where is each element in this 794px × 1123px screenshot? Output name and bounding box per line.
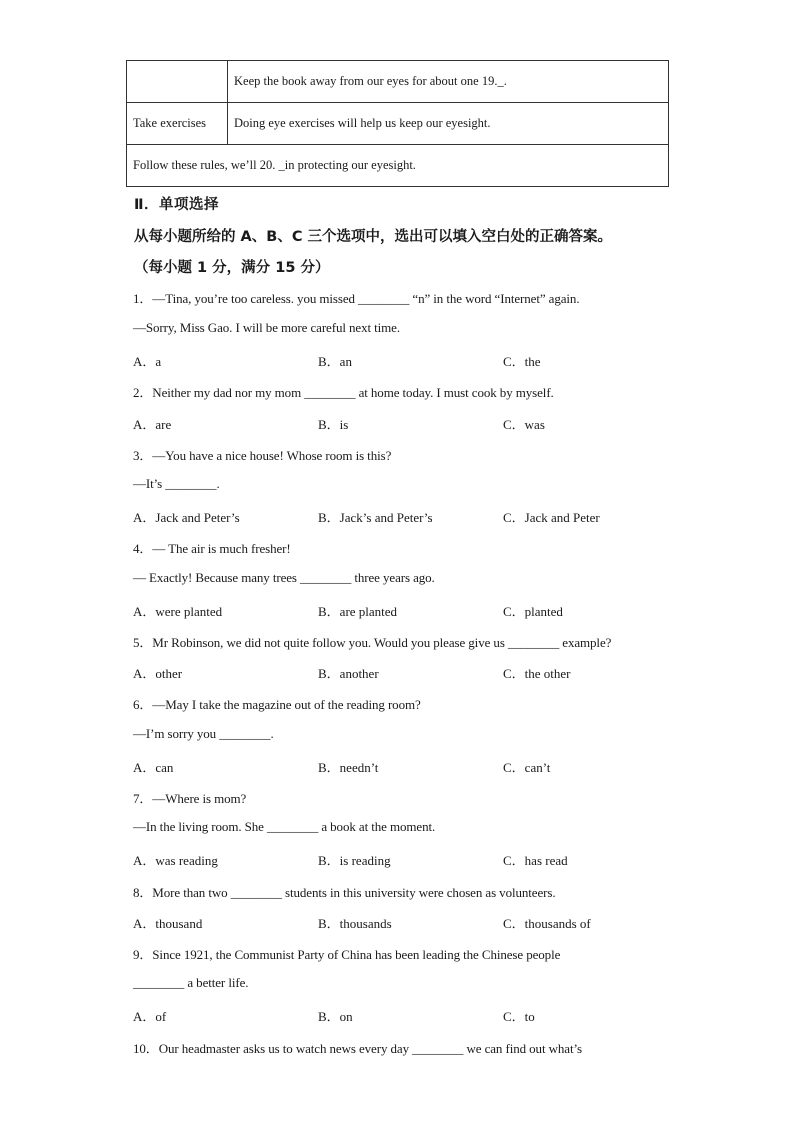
question-8-stem: 8．More than two ________ students in this university were chosen as volunteers. bbox=[133, 885, 556, 900]
question-10-stem: 10．Our headmaster asks us to watch news every day ________ we can find out what’s bbox=[133, 1041, 582, 1056]
question-7-options bbox=[133, 850, 693, 868]
option-a[interactable]: A．a bbox=[133, 354, 162, 369]
option-c[interactable]: C．Jack and Peter bbox=[503, 510, 600, 525]
option-b[interactable]: B．on bbox=[318, 1009, 353, 1024]
table-cell-summary: Follow these rules, we’ll 20. _in protecting our eyesight. bbox=[127, 145, 669, 187]
question-9-stem: 9．Since 1921, the Communist Party of China has been leading the Chinese people bbox=[133, 947, 561, 962]
option-a[interactable]: A．Jack and Peter’s bbox=[133, 510, 240, 525]
question-1-options bbox=[133, 351, 693, 369]
question-9-stem-cont: ________ a better life. bbox=[133, 975, 249, 990]
option-a[interactable]: A．other bbox=[133, 666, 183, 681]
table-row bbox=[127, 61, 669, 103]
question-6-reply: —I’m sorry you ________. bbox=[133, 726, 274, 741]
section-score-note: （每小题 1 分，满分 15 分） bbox=[134, 260, 330, 276]
option-c[interactable]: C．was bbox=[503, 417, 545, 432]
question-6-options bbox=[133, 757, 693, 775]
question-6-stem: 6．—May I take the magazine out of the reading room? bbox=[133, 697, 421, 712]
option-a[interactable]: A．of bbox=[133, 1009, 167, 1024]
option-b[interactable]: B．another bbox=[318, 666, 379, 681]
option-c[interactable]: C．planted bbox=[503, 604, 563, 619]
question-1-stem: 1．—Tina, you’re too careless. you missed ________ “n” in the word “Internet” again. bbox=[133, 291, 580, 306]
question-4-options bbox=[133, 601, 693, 619]
option-a[interactable]: A．thousand bbox=[133, 916, 203, 931]
option-c[interactable]: C．has read bbox=[503, 853, 568, 868]
option-c[interactable]: C．can’t bbox=[503, 760, 551, 775]
table-cell-label bbox=[127, 61, 228, 103]
option-b[interactable]: B．an bbox=[318, 354, 352, 369]
table-cell-label: Take exercises bbox=[127, 103, 228, 145]
option-b[interactable]: B．needn’t bbox=[318, 760, 379, 775]
question-2-stem: 2．Neither my dad nor my mom ________ at home today. I must cook by myself. bbox=[133, 385, 554, 400]
table-cell-content: Keep the book away from our eyes for about one 19._. bbox=[228, 61, 669, 103]
option-c[interactable]: C．the bbox=[503, 354, 541, 369]
question-2-options bbox=[133, 414, 693, 432]
eyesight-table bbox=[126, 60, 669, 187]
option-b[interactable]: B．Jack’s and Peter’s bbox=[318, 510, 433, 525]
question-3-stem: 3．—You have a nice house! Whose room is this? bbox=[133, 448, 392, 463]
option-b[interactable]: B．is bbox=[318, 417, 349, 432]
question-5-options bbox=[133, 663, 693, 681]
option-b[interactable]: B．are planted bbox=[318, 604, 398, 619]
table-row bbox=[127, 145, 669, 187]
option-b[interactable]: B．thousands bbox=[318, 916, 392, 931]
question-4-reply: — Exactly! Because many trees ________ three years ago. bbox=[133, 570, 435, 585]
table-row bbox=[127, 103, 669, 145]
question-9-options bbox=[133, 1006, 693, 1024]
question-8-options bbox=[133, 913, 693, 931]
question-3-options bbox=[133, 507, 693, 525]
option-c[interactable]: C．to bbox=[503, 1009, 535, 1024]
question-5-stem: 5．Mr Robinson, we did not quite follow you. Would you please give us ________ example? bbox=[133, 635, 612, 650]
question-7-stem: 7．—Where is mom? bbox=[133, 791, 247, 806]
section-instruction: 从每小题所给的 A、B、C 三个选项中，选出可以填入空白处的正确答案。 bbox=[134, 229, 613, 245]
question-7-reply: —In the living room. She ________ a book at the moment. bbox=[133, 819, 436, 834]
option-a[interactable]: A．are bbox=[133, 417, 172, 432]
question-1-reply: —Sorry, Miss Gao. I will be more careful next time. bbox=[133, 320, 400, 335]
section-title: Ⅱ．单项选择 bbox=[134, 197, 220, 213]
option-c[interactable]: C．thousands of bbox=[503, 916, 591, 931]
question-3-reply: —It’s ________. bbox=[133, 476, 220, 491]
option-c[interactable]: C．the other bbox=[503, 666, 571, 681]
question-4-stem: 4．— The air is much fresher! bbox=[133, 541, 291, 556]
option-b[interactable]: B．is reading bbox=[318, 853, 391, 868]
option-a[interactable]: A．can bbox=[133, 760, 174, 775]
option-a[interactable]: A．was reading bbox=[133, 853, 218, 868]
option-a[interactable]: A．were planted bbox=[133, 604, 223, 619]
table-cell-content: Doing eye exercises will help us keep our eyesight. bbox=[228, 103, 669, 145]
